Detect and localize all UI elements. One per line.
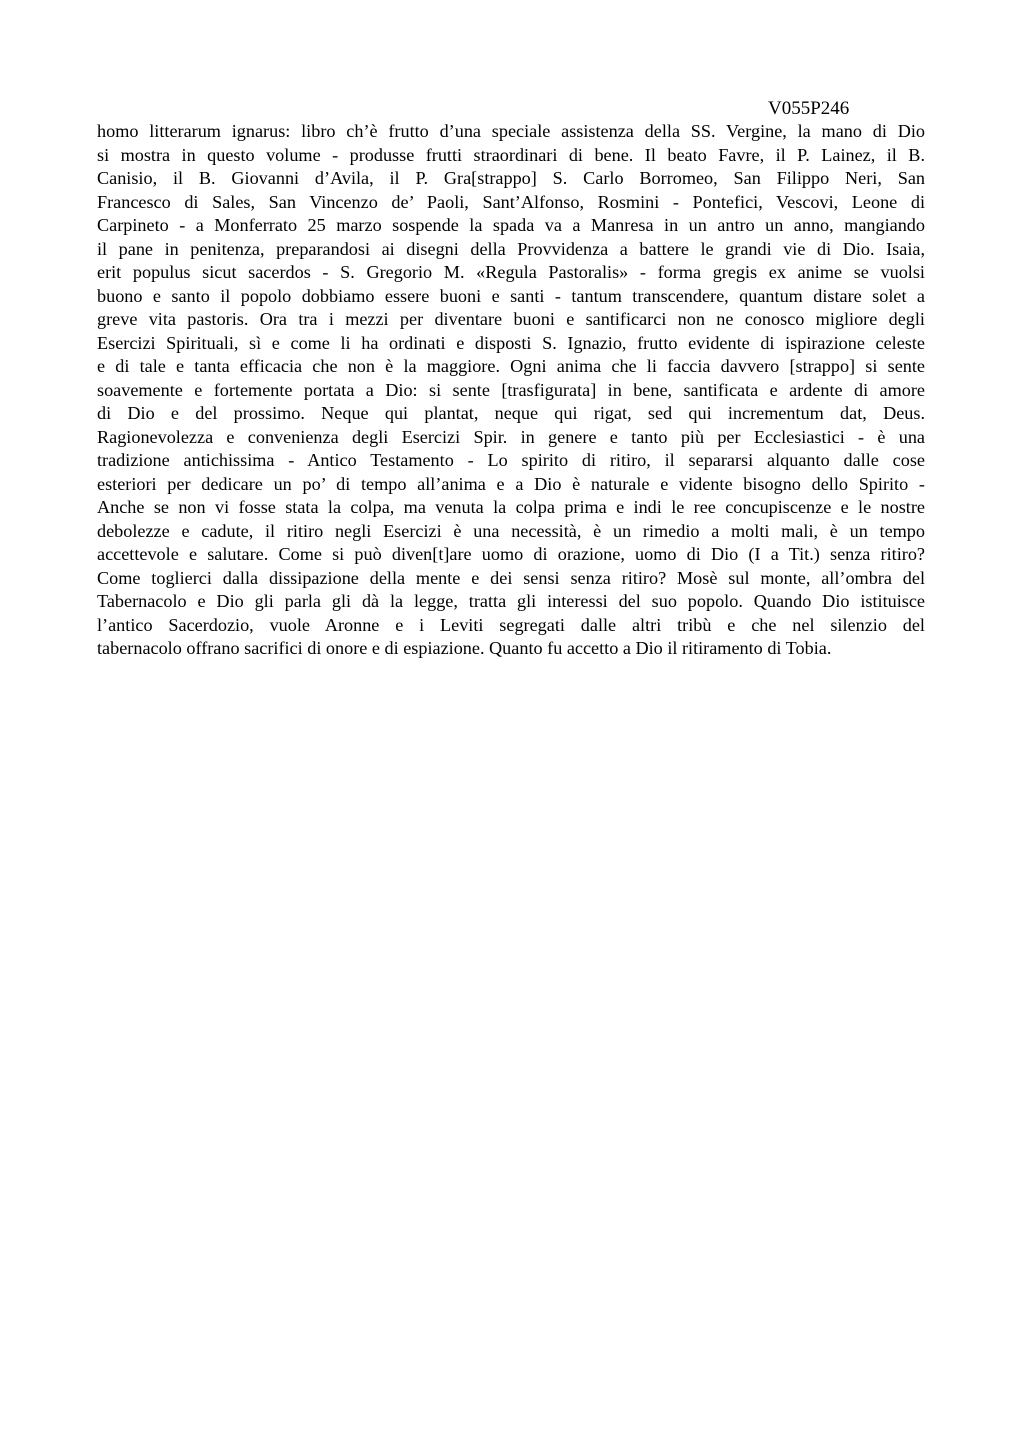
text-line: Canisio, il B. Giovanni d’Avila, il P. Gra[strappo] S. Carlo Borromeo, San Filippo Neri, San xyxy=(97,168,925,188)
text-line: e di tale e tanta efficacia che non è la maggiore. Ogni anima che li faccia davvero [strappo] si sente xyxy=(97,356,925,376)
text-line: il pane in penitenza, preparandosi ai disegni della Provvidenza a battere le grandi vie di Dio. Isaia, xyxy=(97,238,925,259)
text-line: tradizione antichissima - Antico Testamento - Lo spirito di ritiro, il separarsi alquanto dalle cose xyxy=(97,450,925,470)
text-line: Esercizi Spirituali, sì e come li ha ordinati e disposti S. Ignazio, frutto evidente di ispirazione celeste xyxy=(97,332,925,353)
text-line: esteriori per dedicare un po’ di tempo all’anima e a Dio è naturale e vidente bisogno dello Spirito - xyxy=(97,473,925,494)
text-line: l’antico Sacerdozio, vuole Aronne e i Leviti segregati dalle altri tribù e che nel silenzio del xyxy=(97,614,925,635)
page-identifier: V055P246 xyxy=(768,98,850,119)
text-line: tabernacolo offrano sacrifici di onore e di espiazione. Quanto fu accetto a Dio il ritiramento di Tobia. xyxy=(97,638,832,658)
text-line: soavemente e fortemente portata a Dio: si sente [trasfigurata] in bene, santificata e ardente di amore xyxy=(97,379,925,400)
text-line: accettevole e salutare. Come si può diven[t]are uomo di orazione, uomo di Dio (I a Tit.) senza ritiro? xyxy=(97,544,925,564)
text-line: si mostra in questo volume - produsse frutti straordinari di bene. Il beato Favre, il P. Lainez, il B. xyxy=(97,144,925,165)
text-line: homo litterarum ignarus: libro ch’è frutto d’una speciale assistenza della SS. Vergine, la mano di Dio xyxy=(97,121,925,141)
text-line: greve vita pastoris. Ora tra i mezzi per diventare buoni e santificarci non ne conosco migliore degli xyxy=(97,309,925,329)
text-line: di Dio e del prossimo. Neque qui plantat, neque qui rigat, sed qui incrementum dat, Deus. xyxy=(97,403,925,423)
text-line: Carpineto - a Monferrato 25 marzo sospende la spada va a Manresa in un antro un anno, mangiando xyxy=(97,215,925,235)
text-line: Francesco di Sales, San Vincenzo de’ Paoli, Sant’Alfonso, Rosmini - Pontefici, Vescovi, Leone di xyxy=(97,191,925,212)
text-line: debolezze e cadute, il ritiro negli Esercizi è una necessità, è un rimedio a molti mali, è un tempo xyxy=(97,520,925,541)
text-line: Tabernacolo e Dio gli parla gli dà la legge, tratta gli interessi del suo popolo. Quando Dio istituisce xyxy=(97,591,925,611)
text-line: Ragionevolezza e convenienza degli Esercizi Spir. in genere e tanto più per Ecclesiastici - è una xyxy=(97,426,925,447)
body-text xyxy=(97,120,925,661)
text-line: erit populus sicut sacerdos - S. Gregorio M. «Regula Pastoralis» - forma gregis ex anime se vuolsi xyxy=(97,262,925,282)
text-line: Anche se non vi fosse stata la colpa, ma venuta la colpa prima e indi le ree concupiscenze e le nostre xyxy=(97,497,925,517)
text-line: buono e santo il popolo dobbiamo essere buoni e santi - tantum transcendere, quantum distare solet a xyxy=(97,285,925,306)
text-line: Come toglierci dalla dissipazione della mente e dei sensi senza ritiro? Mosè sul monte, all’ombra del xyxy=(97,567,925,588)
